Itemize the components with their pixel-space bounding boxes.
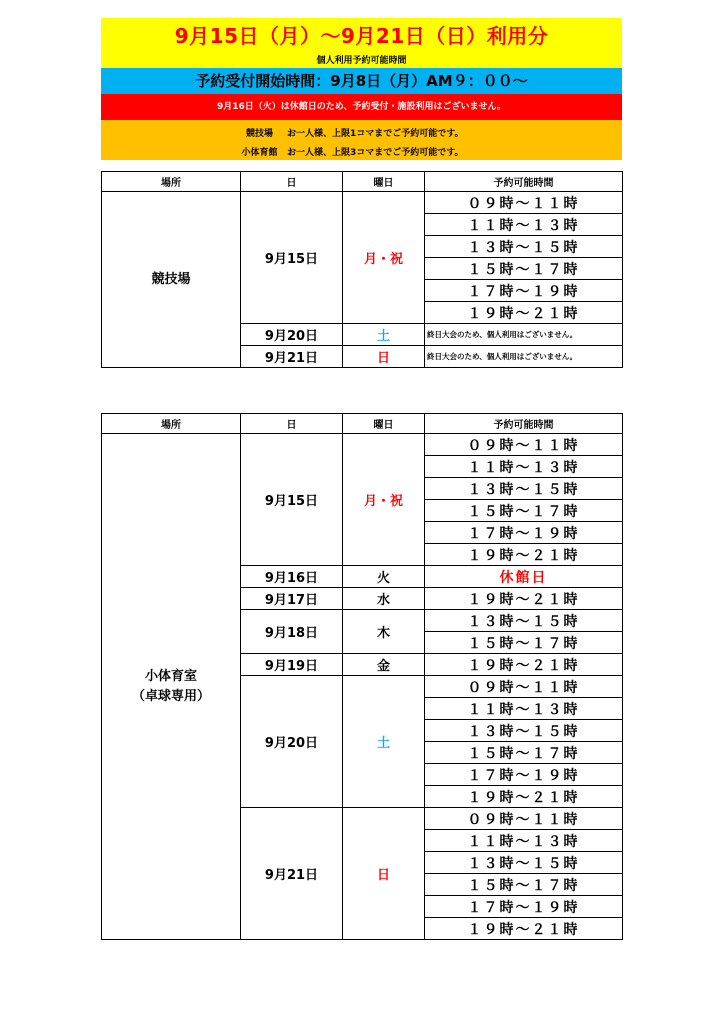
limit-row: [232, 145, 464, 158]
weekday-cell: 月・祝: [343, 434, 425, 566]
closed-day-cell: 休館日: [425, 566, 623, 588]
place-cell: 小体育室 （卓球専用）: [102, 434, 241, 940]
date-cell: 9月21日: [241, 808, 343, 940]
schedule-table-small-gym: [101, 413, 623, 940]
date-cell: 9月17日: [241, 588, 343, 610]
date-cell: 9月20日: [241, 324, 343, 346]
column-header: 曜日: [343, 414, 425, 434]
time-slot-cell: １９時～２１時: [425, 786, 623, 808]
time-slot-cell: １３時～１５時: [425, 610, 623, 632]
time-slot-cell: ０９時～１１時: [425, 192, 623, 214]
booking-limits-banner: [101, 120, 622, 160]
time-slot-cell: １１時～１３時: [425, 456, 623, 478]
accept-start-banner: 予約受付開始時間：9月8日（月）AM９：００～: [101, 68, 622, 94]
time-slot-cell: １７時～１９時: [425, 522, 623, 544]
schedule-table-stadium: [101, 171, 623, 368]
weekday-cell: 土: [343, 324, 425, 346]
time-slot-cell: １７時～１９時: [425, 280, 623, 302]
weekday-cell: 水: [343, 588, 425, 610]
header-row: [102, 172, 623, 192]
page-title: 9月15日（月）～9月21日（日）利用分: [174, 24, 549, 48]
column-header: 予約可能時間: [425, 172, 623, 192]
time-slot-cell: １５時～１７時: [425, 632, 623, 654]
time-slot-cell: １５時～１７時: [425, 500, 623, 522]
title-banner: [101, 18, 622, 68]
limit-place: 小体育館: [241, 148, 278, 158]
time-slot-cell: １７時～１９時: [425, 764, 623, 786]
time-slot-cell: １３時～１５時: [425, 720, 623, 742]
limit-text: お一人様、上限1コマまでご予約可能です。: [287, 129, 464, 139]
time-slot-cell: １３時～１５時: [425, 852, 623, 874]
weekday-cell: 土: [343, 676, 425, 808]
column-header: 曜日: [343, 172, 425, 192]
time-slot-cell: １７時～１９時: [425, 896, 623, 918]
time-slot-cell: １１時～１３時: [425, 214, 623, 236]
time-slot-cell: １１時～１３時: [425, 830, 623, 852]
time-slot-cell: １３時～１５時: [425, 236, 623, 258]
time-slot-cell: １５時～１７時: [425, 258, 623, 280]
date-cell: 9月20日: [241, 676, 343, 808]
time-slot-cell: １９時～２１時: [425, 654, 623, 676]
time-slot-cell: １９時～２１時: [425, 544, 623, 566]
note-cell: 終日大会のため、個人利用はございません。: [425, 324, 623, 346]
time-slot-cell: １９時～２１時: [425, 918, 623, 940]
weekday-cell: 月・祝: [343, 192, 425, 324]
time-slot-cell: ０９時～１１時: [425, 676, 623, 698]
limit-text: お一人様、上限3コマまでご予約可能です。: [287, 148, 464, 158]
weekday-cell: 日: [343, 346, 425, 368]
weekday-cell: 木: [343, 610, 425, 654]
limit-row: [232, 126, 464, 139]
column-header: 日: [241, 172, 343, 192]
time-slot-cell: １１時～１３時: [425, 698, 623, 720]
date-cell: 9月15日: [241, 434, 343, 566]
date-cell: 9月21日: [241, 346, 343, 368]
column-header: 場所: [102, 172, 241, 192]
weekday-cell: 火: [343, 566, 425, 588]
column-header: 日: [241, 414, 343, 434]
closure-notice-banner: 9月16日（火）は休館日のため、予約受付・施設利用はございません。: [101, 94, 622, 120]
note-cell: 終日大会のため、個人利用はございません。: [425, 346, 623, 368]
date-cell: 9月18日: [241, 610, 343, 654]
date-cell: 9月19日: [241, 654, 343, 676]
table-row: [102, 434, 623, 456]
time-slot-cell: ０９時～１１時: [425, 808, 623, 830]
place-cell: 競技場: [102, 192, 241, 368]
weekday-cell: 日: [343, 808, 425, 940]
time-slot-cell: １５時～１７時: [425, 742, 623, 764]
table-row: [102, 192, 623, 214]
time-slot-cell: １９時～２１時: [425, 588, 623, 610]
limit-place: 競技場: [245, 129, 273, 139]
time-slot-cell: １３時～１５時: [425, 478, 623, 500]
header-row: [102, 414, 623, 434]
time-slot-cell: １９時～２１時: [425, 302, 623, 324]
weekday-cell: 金: [343, 654, 425, 676]
date-cell: 9月15日: [241, 192, 343, 324]
date-cell: 9月16日: [241, 566, 343, 588]
column-header: 場所: [102, 414, 241, 434]
time-slot-cell: １５時～１７時: [425, 874, 623, 896]
page-subtitle: 個人利用予約可能時間: [316, 56, 407, 66]
column-header: 予約可能時間: [425, 414, 623, 434]
time-slot-cell: ０９時～１１時: [425, 434, 623, 456]
